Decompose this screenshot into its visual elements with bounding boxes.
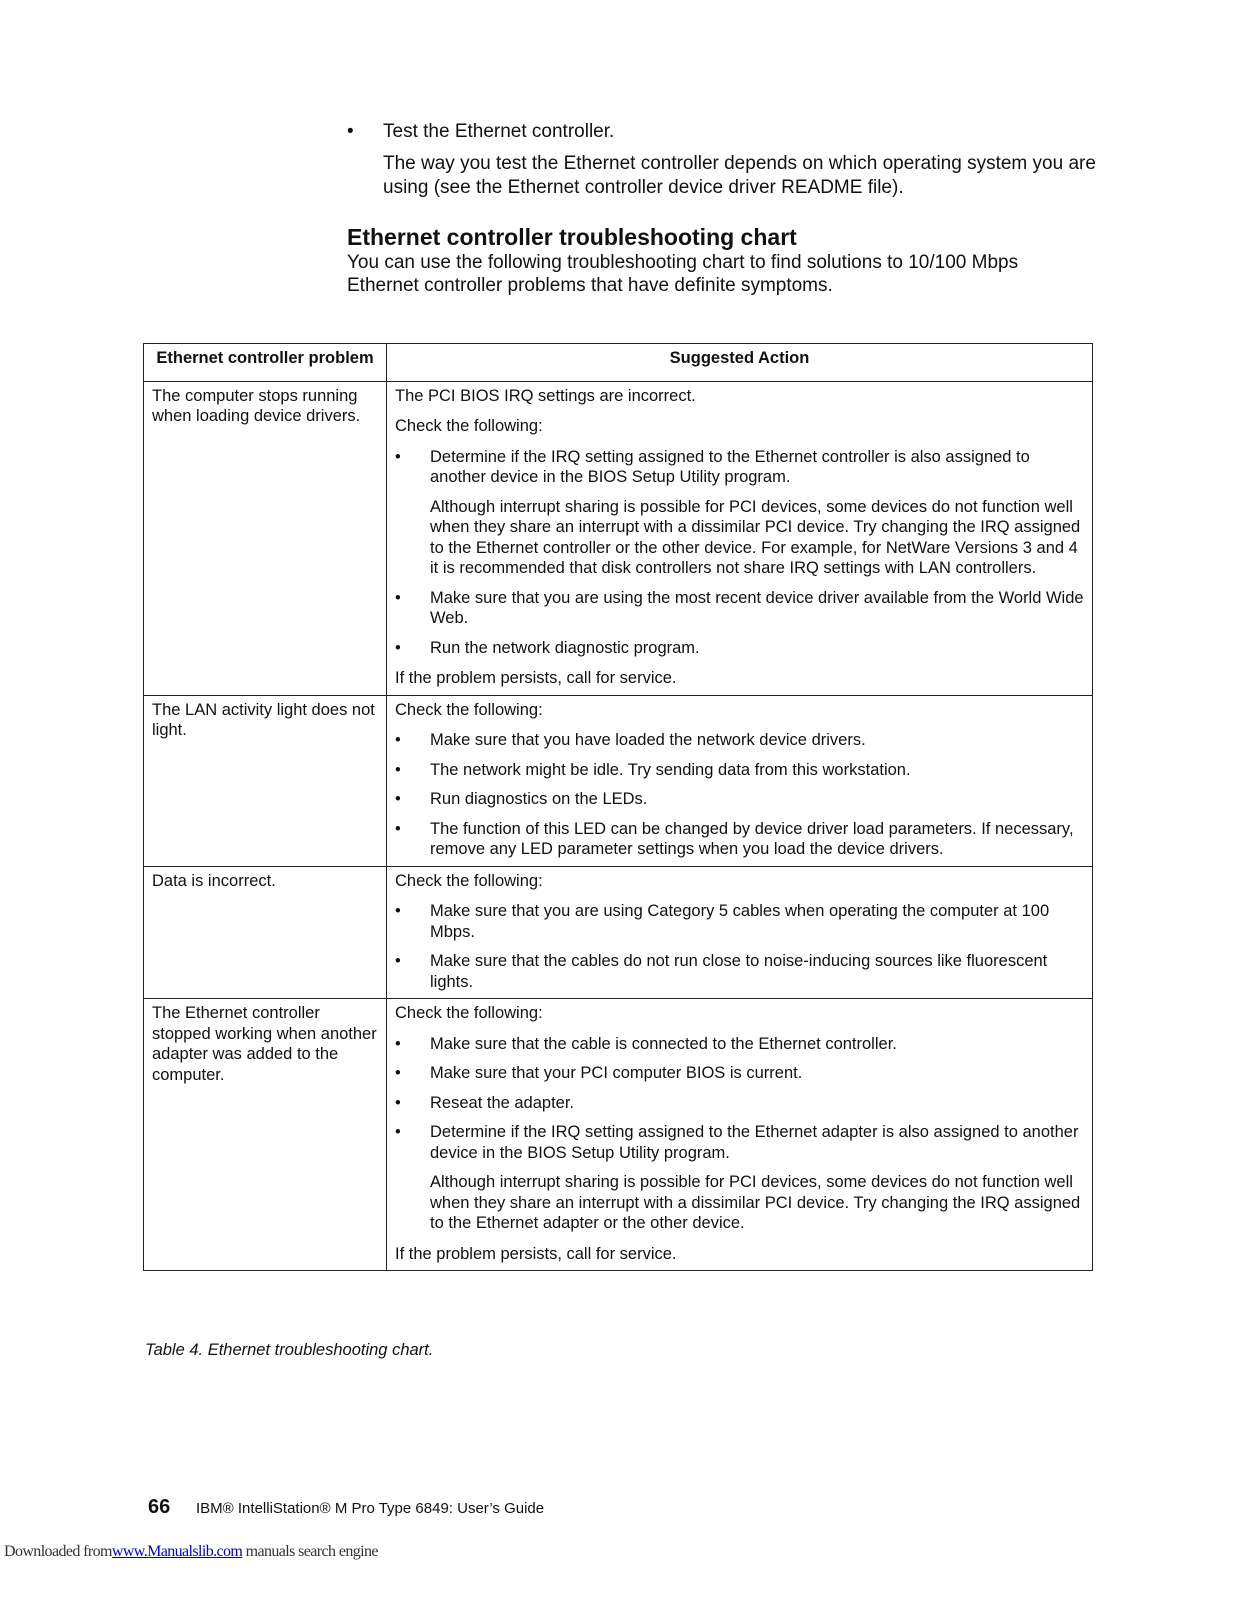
header-action: Suggested Action — [387, 344, 1093, 382]
list-item — [395, 588, 1084, 629]
manualslib-link[interactable]: www.Manualslib.com — [111, 1543, 243, 1560]
action-cell — [387, 381, 1093, 695]
list-item-text: Make sure that the cables do not run close to noise-inducing sources like fluorescent lights. — [430, 952, 1048, 991]
bullet-icon: • — [395, 760, 401, 779]
table-row — [144, 866, 1093, 999]
download-attribution — [4, 1543, 378, 1561]
action-check: Check the following: — [395, 700, 543, 719]
bullet-icon: • — [395, 638, 401, 657]
section-title: Ethernet controller troubleshooting chart — [347, 224, 797, 250]
bullet-icon: • — [395, 952, 401, 970]
list-item-text: Make sure that you have loaded the network device drivers. — [430, 731, 866, 749]
bullet-icon: • — [395, 1123, 401, 1141]
list-item-text: Make sure that you are using the most recent device driver available from the World Wide Web. — [430, 588, 1084, 627]
table-header-row — [144, 344, 1093, 382]
problem-cell: Data is incorrect. — [144, 866, 387, 999]
bullet-icon: • — [395, 1034, 401, 1053]
intro-item: Test the Ethernet controller. — [383, 121, 615, 142]
list-item-note: Although interrupt sharing is possible for PCI devices, some devices do not function well when they share an interrupt with a dissimilar PCI device. Try changing the IRQ assigned to the Ethernet adapter or the other device. — [430, 1173, 1081, 1232]
list-item-text: The function of this LED can be changed by device driver load parameters. If necessary, remove any LED parameter settings when you load the device drivers. — [430, 819, 1074, 858]
book-title: IBM® IntelliStation® M Pro Type 6849: User’s Guide — [196, 1500, 545, 1517]
bullet-icon: • — [395, 1064, 401, 1082]
problem-cell: The Ethernet controller stopped working when another adapter was added to the computer. — [144, 999, 387, 1271]
list-item — [395, 819, 1084, 860]
list-item-note: Although interrupt sharing is possible for PCI devices, some devices do not function well when they share an interrupt with a dissimilar PCI device. Try changing the IRQ assigned to the Ethernet controller or the other device. For example, for NetWare Versions 3 and 4 it is recommended that disk controllers not share IRQ settings with LAN controllers. — [430, 497, 1081, 577]
list-item — [395, 1093, 1084, 1114]
list-item-text: Run diagnostics on the LEDs. — [430, 790, 648, 808]
bullet-icon: • — [395, 819, 401, 838]
bullet-icon: • — [395, 447, 401, 466]
section-intro: You can use the following troubleshooting chart to find solutions to 10/100 Mbps Ethernet controller problems that have definite symptoms. — [347, 252, 1019, 296]
list-item — [395, 1122, 1084, 1234]
list-item — [395, 951, 1084, 992]
action-check: Check the following: — [395, 871, 543, 890]
action-check: Check the following: — [395, 1004, 543, 1022]
bullet-icon: • — [395, 902, 401, 920]
header-problem: Ethernet controller problem — [144, 344, 387, 382]
bullet-icon: • — [395, 588, 401, 607]
action-list — [395, 901, 1084, 992]
action-list — [395, 1034, 1084, 1234]
list-item-text: Run the network diagnostic program. — [430, 638, 700, 657]
download-suffix: manuals search engine — [242, 1543, 378, 1560]
bullet-icon: • — [395, 1093, 401, 1112]
problem-cell: The computer stops running when loading device drivers. — [144, 381, 387, 695]
action-cell — [387, 999, 1093, 1271]
list-item-text: Make sure that you are using Category 5 cables when operating the computer at 100 Mbps. — [430, 902, 1050, 941]
table-row — [144, 381, 1093, 695]
list-item-text: Make sure that the cable is connected to the Ethernet controller. — [430, 1034, 897, 1053]
table-row — [144, 695, 1093, 866]
page-number: 66 — [148, 1496, 171, 1518]
list-item-text: Make sure that your PCI computer BIOS is current. — [430, 1064, 803, 1082]
action-footer: If the problem persists, call for service. — [395, 669, 677, 687]
list-item — [395, 789, 1084, 810]
table-row — [144, 999, 1093, 1271]
list-item — [395, 447, 1084, 579]
bullet-icon: • — [395, 790, 401, 808]
list-item — [395, 638, 1084, 659]
problem-cell: The LAN activity light does not light. — [144, 695, 387, 866]
list-item-text: Determine if the IRQ setting assigned to the Ethernet controller is also assigned to another device in the BIOS Setup Utility program. — [430, 447, 1030, 486]
list-item — [395, 1063, 1084, 1084]
action-cell — [387, 866, 1093, 999]
list-item-text: The network might be idle. Try sending data from this workstation. — [430, 760, 911, 779]
list-item — [395, 760, 1084, 781]
intro-detail: The way you test the Ethernet controller depends on which operating system you are using (see the Ethernet controller device driver README file). — [383, 153, 1096, 198]
download-prefix: Downloaded from — [4, 1543, 112, 1560]
action-footer: If the problem persists, call for service. — [395, 1244, 677, 1263]
list-item — [395, 1034, 1084, 1055]
action-list — [395, 447, 1084, 659]
action-lead: The PCI BIOS IRQ settings are incorrect. — [395, 386, 696, 405]
intro-block — [383, 120, 1103, 208]
troubleshooting-table — [143, 343, 1093, 1271]
action-cell — [387, 695, 1093, 866]
list-item — [395, 901, 1084, 942]
bullet-icon: • — [395, 731, 401, 749]
table-caption: Table 4. Ethernet troubleshooting chart. — [145, 1341, 434, 1359]
intro-bullet: • — [347, 121, 354, 142]
list-item-text: Reseat the adapter. — [430, 1093, 575, 1112]
action-list — [395, 730, 1084, 860]
list-item — [395, 730, 1084, 751]
action-check: Check the following: — [395, 417, 543, 435]
list-item-text: Determine if the IRQ setting assigned to the Ethernet adapter is also assigned to another device in the BIOS Setup Utility program. — [430, 1123, 1079, 1162]
